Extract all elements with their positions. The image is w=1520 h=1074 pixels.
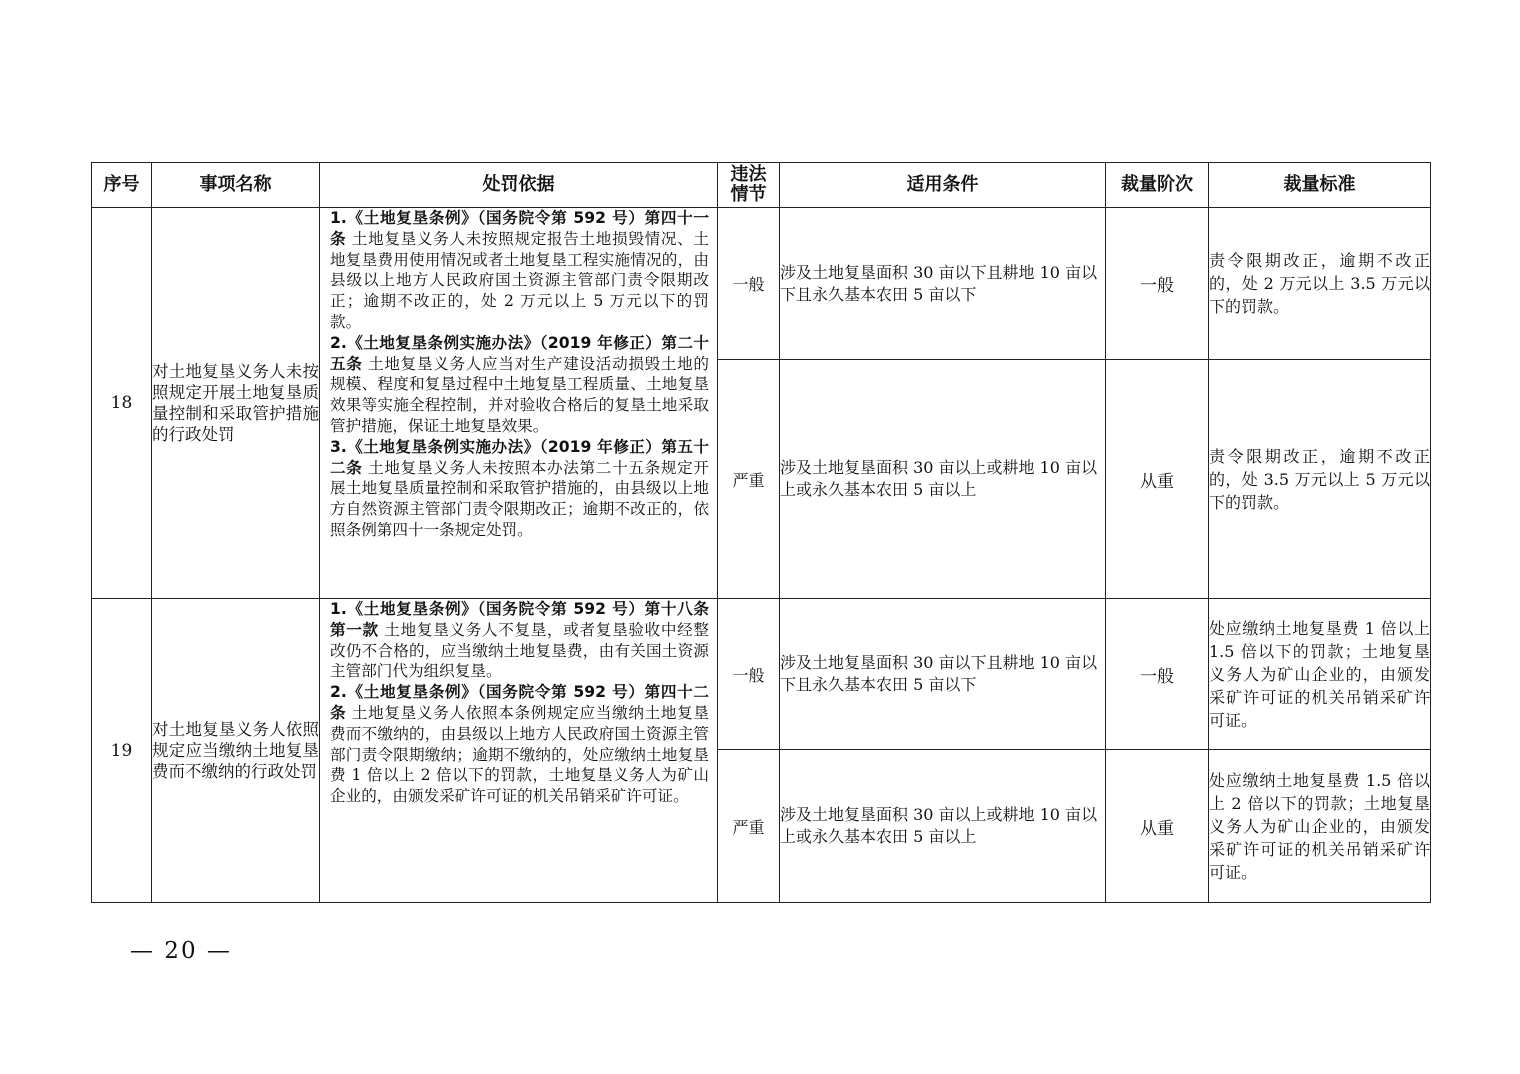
table-row [92,208,1431,360]
row-level: 一般 [1106,208,1209,360]
penalty-basis-cell [320,599,718,903]
row-standard: 处应缴纳土地复垦费 1.5 倍以上 2 倍以下的罚款；土地复垦义务人为矿山企业的，由颁发采矿许可证的机关吊销采矿许可证。 [1209,750,1431,903]
table-row [92,599,1431,750]
basis-clause [330,208,709,333]
header-name: 事项名称 [152,163,320,208]
row-item-name: 对土地复垦义务人未按照规定开展土地复垦质量控制和采取管护措施的行政处罚 [152,208,320,599]
header-circumstance [718,163,780,208]
row-standard: 处应缴纳土地复垦费 1 倍以上 1.5 倍以下的罚款；土地复垦义务人为矿山企业的，由颁发采矿许可证的机关吊销采矿许可证。 [1209,599,1431,750]
row-standard: 责令限期改正，逾期不改正的，处 3.5 万元以上 5 万元以下的罚款。 [1209,360,1431,599]
basis-clause [330,437,709,541]
penalty-basis [320,599,717,807]
basis-clause-body: 土地复垦义务人依照本条例规定应当缴纳土地复垦费而不缴纳的，由县级以上地方人民政府国土资源主管部门责令限期缴纳；逾期不缴纳的，处应缴纳土地复垦费 1 倍以上 2 倍以下的罚款，土地复垦义务人为矿山企业的，由颁发采矿许可证的机关吊销采矿许可证。 [330,703,709,806]
row-seq: 19 [92,599,152,903]
basis-clause [330,333,709,437]
row-circumstance: 一般 [718,599,780,750]
basis-clause-head: 1.《土地复垦条例》（国务院令第 592 号）第四十一条 [330,209,709,248]
row-seq: 18 [92,208,152,599]
row-condition: 涉及土地复垦面积 30 亩以下且耕地 10 亩以下且永久基本农田 5 亩以下 [780,599,1106,750]
header-seq: 序号 [92,163,152,208]
basis-clause [330,599,709,682]
page-number: — 20 — [130,938,232,964]
row-condition: 涉及土地复垦面积 30 亩以下且耕地 10 亩以下且永久基本农田 5 亩以下 [780,208,1106,360]
basis-clause-body: 土地复垦义务人应当对生产建设活动损毁土地的规模、程度和复垦过程中土地复垦工程质量、土地复垦效果等实施全程控制，并对验收合格后的复垦土地采取管护措施，保证土地复垦效果。 [330,354,709,435]
row-condition: 涉及土地复垦面积 30 亩以上或耕地 10 亩以上或永久基本农田 5 亩以上 [780,750,1106,903]
header-row [92,163,1431,208]
header-standard: 裁量标准 [1209,163,1431,208]
row-circumstance: 严重 [718,750,780,903]
basis-clause-head: 2.《土地复垦条例》（国务院令第 592 号）第四十二条 [330,683,709,722]
row-item-name: 对土地复垦义务人依照规定应当缴纳土地复垦费而不缴纳的行政处罚 [152,599,320,903]
basis-clause-body: 土地复垦义务人不复垦，或者复垦验收中经整改仍不合格的，应当缴纳土地复垦费，由有关国土资源主管部门代为组织复垦。 [330,620,709,681]
row-circumstance: 严重 [718,360,780,599]
basis-clause [330,682,709,807]
header-level: 裁量阶次 [1106,163,1209,208]
basis-clause-body: 土地复垦义务人未按照本办法第二十五条规定开展土地复垦质量控制和采取管护措施的，由县级以上地方自然资源主管部门责令限期改正；逾期不改正的，依照条例第四十一条规定处罚。 [330,458,709,539]
header-circumstance-text: 违法情节 [730,164,767,205]
row-level: 一般 [1106,599,1209,750]
row-condition: 涉及土地复垦面积 30 亩以上或耕地 10 亩以上或永久基本农田 5 亩以上 [780,360,1106,599]
penalty-basis-cell [320,208,718,599]
basis-clause-head: 3.《土地复垦条例实施办法》（2019 年修正）第五十二条 [330,437,709,477]
row-level: 从重 [1106,360,1209,599]
penalty-basis [320,208,717,541]
penalty-discretion-table [91,162,1431,903]
basis-clause-head: 2.《土地复垦条例实施办法》（2019 年修正）第二十五条 [330,333,709,373]
row-circumstance: 一般 [718,208,780,360]
header-basis: 处罚依据 [320,163,718,208]
row-level: 从重 [1106,750,1209,903]
basis-clause-body: 土地复垦义务人未按照规定报告土地损毁情况、土地复垦费用使用情况或者土地复垦工程实施情况的，由县级以上地方人民政府国土资源主管部门责令限期改正；逾期不改正的，处 2 万元以上 5 万元以下的罚款。 [330,229,709,331]
row-standard: 责令限期改正，逾期不改正的，处 2 万元以上 3.5 万元以下的罚款。 [1209,208,1431,360]
basis-clause-head: 1.《土地复垦条例》（国务院令第 592 号）第十八条第一款 [330,600,709,639]
header-condition: 适用条件 [780,163,1106,208]
